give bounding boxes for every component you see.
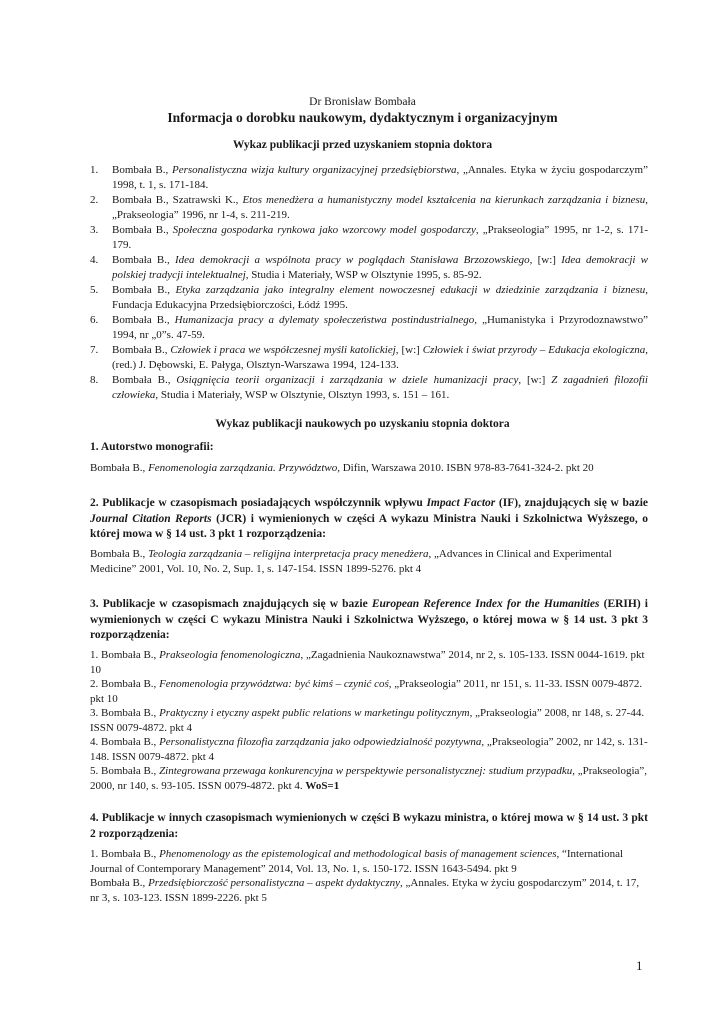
section-3-list [90, 648, 648, 793]
list-item: 3. Bombała B., Praktyczny i etyczny aspekt public relations w marketingu politycznym, „Prakseologia” 2008, nr 148, s. 27-44. ISSN 0079-4872. pkt 4 [90, 707, 645, 734]
list-item: 7. Bombała B., Człowiek i praca we współczesnej myśli katolickiej, [w:] Człowiek i świat przyrody – Edukacja ekologiczna, (red.) J. Dębowski, E. Pałyga, Olsztyn-Warszawa 1994, 124-133. [90, 344, 648, 371]
section-heading-before: Wykaz publikacji przed uzyskaniem stopnia doktora [232, 139, 493, 151]
list-item: Bombała B., Przedsiębiorczość personalistyczna – aspekt dydaktyczny, „Annales. Etyka w życiu gospodarczym” 2014, t. 17, nr 3, s. 103-123. ISSN 1899-2226. pkt 5 [90, 877, 640, 904]
list-item: 4. Bombała B., Personalistyczna filozofia zarządzania jako odpowiedzialność pozytywna, „Prakseologia” 2002, nr 142, s. 131-148. ISSN 0079-4872. pkt 4 [90, 736, 648, 763]
section-1-heading: 1. Autorstwo monografii: [90, 441, 214, 453]
section-2-heading: 2. Publikacje w czasopismach posiadających współczynnik wpływu Impact Factor (IF), znajdujących się w bazie Journal Citation Reports (JCR) i wymienionych w części A wykazu Ministra Nauki i Szkolnictwa Wyższego, o której mowa w § 14 ust. 3 pkt 1 rozporządzenia: [90, 497, 649, 540]
list-item: 1. Bombała B., Phenomenology as the epistemological and methodological basis of management sciences, “International Journal of Contemporary Management” 2014, Vol. 13, No. 1, s. 150-172. ISSN 1643-5494. pkt 9 [90, 848, 624, 875]
list-item: 5. Bombała B., Etyka zarządzania jako integralny element nowoczesnej edukacji w dziedzinie zarządzania i biznesu, Fundacja Edukacyjna Przedsiębiorczości, Łódź 1995. [90, 284, 648, 311]
list-item: 1. Bombała B., Prakseologia fenomenologiczna, „Zagadnienia Naukoznawstwa” 2014, nr 2, s. 105-133. ISSN 0044-1619. pkt 10 [90, 649, 645, 676]
section-3-heading: 3. Publikacje w czasopismach znajdujących się w bazie European Reference Index for the Humanities (ERIH) i wymienionych w części C wykazu Ministra Nauki i Szkolnictwa Wyższego, o której mowa w § 14 ust. 3 pkt 3 rozporządzenia: [90, 598, 648, 641]
author-name: Dr Bronisław Bombała [309, 96, 416, 108]
list-item: 2. Bombała B., Szatrawski K., Etos menedżera a humanistyczny model kształcenia na kierunkach zarządzania i biznesu, „Prakseologia” 1996, nr 1-4, s. 211-219. [90, 194, 648, 221]
list-item: 5. Bombała B., Zintegrowana przewaga konkurencyjna w perspektywie personalistycznej: studium przypadku, „Prakseologia”, 2000, nr 140, s. 93-105. ISSN 0079-4872. pkt 4. WoS=1 [90, 765, 648, 792]
list-item: 6. Bombała B., Humanizacja pracy a dylematy społeczeństwa postindustrialnego, „Humanistyka i Przyrodoznawstwo” 1994, nr „0”s. 47-59. [90, 314, 649, 341]
list-item: 4. Bombała B., Idea demokracji a wspólnota pracy w poglądach Stanisława Brzozowskiego, [w:] Idea demokracji w polskiej tradycji intelektualnej, Studia i Materiały, WSP w Olsztynie 1995, s. 85-92. [90, 254, 648, 281]
section-2-entry: Bombała B., Teologia zarządzania – religijna interpretacja pracy menedżera, „Advances in Clinical and Experimental Medicine” 2001, Vol. 10, No. 2, Sup. 1, s. 147-154. ISSN 1899-5276. pkt 4 [90, 548, 612, 575]
list-item: 3. Bombała B., Społeczna gospodarka rynkowa jako wzorcowy model gospodarczy, „Prakseologia” 1995, nr 1-2, s. 171-179. [90, 224, 649, 251]
list-item: 1. Bombała B., Personalistyczna wizja kultury organizacyjnej przedsiębiorstwa, „Annales. Etyka w życiu gospodarczym” 1998, t. 1, s. 171-184. [90, 164, 648, 191]
publication-list-before [90, 163, 648, 403]
document-title: Informacja o dorobku naukowym, dydaktycznym i organizacyjnym [167, 110, 558, 125]
section-heading-after: Wykaz publikacji naukowych po uzyskaniu stopnia doktora [215, 418, 510, 430]
list-item: 8. Bombała B., Osiągnięcia teorii organizacji i zarządzania w dziele humanizacji pracy, [w:] Z zagadnień filozofii człowieka, Studia i Materiały, WSP w Olsztynie, Olsztyn 1993, s. 151 – 161. [90, 374, 648, 401]
section-4-list [90, 847, 648, 905]
section-4-heading: 4. Publikacje w innych czasopismach wymienionych w części B wykazu ministra, o której mowa w § 14 ust. 3 pkt 2 rozporządzenia: [90, 812, 648, 840]
list-item: 2. Bombała B., Fenomenologia przywództwa: być kimś – czynić coś, „Prakseologia” 2011, nr 151, s. 11-33. ISSN 0079-4872. pkt 10 [90, 678, 643, 705]
page-number: 1 [636, 958, 643, 973]
section-1-entry: Bombała B., Fenomenologia zarządzania. Przywództwo, Difin, Warszawa 2010. ISBN 978-83-7641-324-2. pkt 20 [90, 462, 594, 474]
